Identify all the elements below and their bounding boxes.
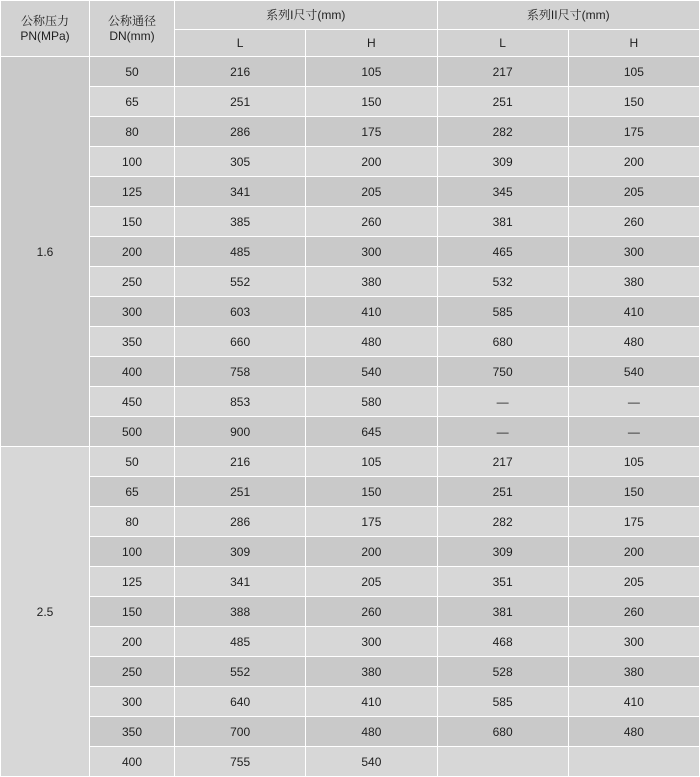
cell-series2-h: 205	[568, 567, 699, 597]
cell-nominal-diameter: 50	[90, 447, 175, 477]
cell-series2-l: 750	[437, 357, 568, 387]
cell-series1-h: 645	[306, 417, 437, 447]
cell-series1-l: 755	[175, 747, 306, 777]
header-series1-l: L	[175, 30, 306, 57]
cell-series2-h: 300	[568, 237, 699, 267]
cell-series1-h: 200	[306, 147, 437, 177]
cell-series1-h: 175	[306, 117, 437, 147]
cell-series1-h: 300	[306, 627, 437, 657]
cell-nominal-pressure: 1.6	[1, 57, 90, 447]
cell-nominal-diameter: 200	[90, 627, 175, 657]
cell-series1-l: 216	[175, 57, 306, 87]
table-row	[1, 237, 700, 267]
cell-series1-h: 380	[306, 267, 437, 297]
table-row	[1, 477, 700, 507]
cell-series1-h: 540	[306, 747, 437, 777]
table-row	[1, 267, 700, 297]
cell-series1-l: 552	[175, 657, 306, 687]
cell-series1-h: 205	[306, 567, 437, 597]
cell-series2-h: 150	[568, 87, 699, 117]
cell-series2-l: 309	[437, 537, 568, 567]
cell-series2-h: 175	[568, 117, 699, 147]
table-body	[1, 57, 700, 777]
table-row	[1, 717, 700, 747]
cell-series1-l: 341	[175, 567, 306, 597]
cell-series1-l: 700	[175, 717, 306, 747]
cell-series1-l: 305	[175, 147, 306, 177]
cell-series2-h: 540	[568, 357, 699, 387]
cell-series1-l: 286	[175, 507, 306, 537]
cell-series1-l: 485	[175, 627, 306, 657]
header-series2-h: H	[568, 30, 699, 57]
cell-series2-l: —	[437, 417, 568, 447]
cell-series2-l: 585	[437, 297, 568, 327]
cell-series1-l: 388	[175, 597, 306, 627]
cell-nominal-diameter: 100	[90, 537, 175, 567]
cell-nominal-diameter: 80	[90, 117, 175, 147]
cell-series1-h: 260	[306, 597, 437, 627]
cell-series1-l: 900	[175, 417, 306, 447]
cell-series2-l: 381	[437, 597, 568, 627]
cell-series1-l: 341	[175, 177, 306, 207]
cell-series1-h: 480	[306, 327, 437, 357]
header-nominal-pressure	[1, 1, 90, 57]
cell-series1-h: 150	[306, 87, 437, 117]
cell-series1-l: 216	[175, 447, 306, 477]
cell-series2-l: 282	[437, 507, 568, 537]
header-row-main	[1, 1, 700, 30]
cell-series2-l: 217	[437, 57, 568, 87]
cell-series2-l: 680	[437, 327, 568, 357]
cell-series2-l: 217	[437, 447, 568, 477]
cell-series2-h: 380	[568, 267, 699, 297]
table-row	[1, 747, 700, 777]
cell-nominal-diameter: 200	[90, 237, 175, 267]
cell-nominal-diameter: 50	[90, 57, 175, 87]
cell-series1-h: 300	[306, 237, 437, 267]
cell-nominal-diameter: 500	[90, 417, 175, 447]
cell-series2-h: 200	[568, 147, 699, 177]
cell-series2-l: 381	[437, 207, 568, 237]
cell-series1-h: 410	[306, 297, 437, 327]
table-row	[1, 507, 700, 537]
header-nominal-pressure-line2: PN(MPa)	[20, 28, 70, 43]
table-row	[1, 57, 700, 87]
header-series2-l: L	[437, 30, 568, 57]
cell-series2-l: 282	[437, 117, 568, 147]
cell-nominal-diameter: 300	[90, 687, 175, 717]
cell-series1-h: 205	[306, 177, 437, 207]
header-series1-h: H	[306, 30, 437, 57]
cell-nominal-diameter: 150	[90, 207, 175, 237]
cell-series2-h: 205	[568, 177, 699, 207]
cell-nominal-diameter: 125	[90, 567, 175, 597]
cell-series2-h: —	[568, 387, 699, 417]
cell-series2-l: 345	[437, 177, 568, 207]
cell-nominal-diameter: 65	[90, 87, 175, 117]
cell-series2-l: 351	[437, 567, 568, 597]
header-nominal-diameter-line1: 公称通径	[107, 13, 156, 28]
cell-series2-l: 309	[437, 147, 568, 177]
cell-nominal-diameter: 400	[90, 747, 175, 777]
cell-series1-l: 485	[175, 237, 306, 267]
cell-series2-l: 528	[437, 657, 568, 687]
cell-nominal-diameter: 400	[90, 357, 175, 387]
cell-series2-h: 300	[568, 627, 699, 657]
cell-nominal-diameter: 450	[90, 387, 175, 417]
cell-series1-l: 385	[175, 207, 306, 237]
table-row	[1, 687, 700, 717]
cell-nominal-diameter: 250	[90, 267, 175, 297]
cell-series2-l: 532	[437, 267, 568, 297]
table-row	[1, 207, 700, 237]
cell-series1-h: 105	[306, 57, 437, 87]
header-series-1: 系列I尺寸(mm)	[175, 1, 438, 30]
cell-series1-l: 660	[175, 327, 306, 357]
cell-series2-l	[437, 747, 568, 777]
cell-series2-h: 200	[568, 537, 699, 567]
cell-series1-l: 251	[175, 87, 306, 117]
cell-series1-l: 853	[175, 387, 306, 417]
cell-series2-h: 480	[568, 717, 699, 747]
cell-series2-h: 380	[568, 657, 699, 687]
header-nominal-pressure-line1: 公称压力	[20, 13, 69, 28]
cell-series2-h: 410	[568, 687, 699, 717]
header-nominal-diameter-line2: DN(mm)	[109, 28, 155, 43]
cell-series1-h: 410	[306, 687, 437, 717]
cell-series1-h: 480	[306, 717, 437, 747]
cell-nominal-diameter: 350	[90, 717, 175, 747]
cell-series2-h	[568, 747, 699, 777]
table-row	[1, 417, 700, 447]
cell-series2-l: 251	[437, 87, 568, 117]
table-row	[1, 87, 700, 117]
cell-series2-l: 468	[437, 627, 568, 657]
cell-series1-l: 251	[175, 477, 306, 507]
cell-series2-h: 410	[568, 297, 699, 327]
cell-series1-h: 380	[306, 657, 437, 687]
table-row	[1, 387, 700, 417]
table-row	[1, 537, 700, 567]
table-row	[1, 447, 700, 477]
cell-nominal-diameter: 300	[90, 297, 175, 327]
table-row	[1, 177, 700, 207]
cell-nominal-diameter: 350	[90, 327, 175, 357]
cell-nominal-diameter: 100	[90, 147, 175, 177]
cell-series1-l: 552	[175, 267, 306, 297]
cell-series1-l: 640	[175, 687, 306, 717]
cell-series2-h: —	[568, 417, 699, 447]
cell-series2-h: 480	[568, 327, 699, 357]
cell-series1-l: 286	[175, 117, 306, 147]
table-row	[1, 567, 700, 597]
cell-series2-l: 680	[437, 717, 568, 747]
cell-series1-h: 540	[306, 357, 437, 387]
cell-series1-l: 309	[175, 537, 306, 567]
cell-series1-l: 603	[175, 297, 306, 327]
header-nominal-diameter	[90, 1, 175, 57]
cell-nominal-diameter: 125	[90, 177, 175, 207]
cell-series2-h: 105	[568, 447, 699, 477]
table-row	[1, 357, 700, 387]
cell-series2-l: 465	[437, 237, 568, 267]
table-row	[1, 327, 700, 357]
table-row	[1, 657, 700, 687]
cell-series2-h: 150	[568, 477, 699, 507]
table-row	[1, 147, 700, 177]
cell-series2-h: 175	[568, 507, 699, 537]
cell-series1-h: 150	[306, 477, 437, 507]
cell-series2-h: 105	[568, 57, 699, 87]
cell-series1-h: 200	[306, 537, 437, 567]
table-row	[1, 117, 700, 147]
cell-series2-h: 260	[568, 597, 699, 627]
cell-nominal-diameter: 80	[90, 507, 175, 537]
cell-series2-l: —	[437, 387, 568, 417]
cell-nominal-pressure: 2.5	[1, 447, 90, 777]
cell-series2-h: 260	[568, 207, 699, 237]
table-row	[1, 597, 700, 627]
cell-series1-h: 260	[306, 207, 437, 237]
header-series-2: 系列II尺寸(mm)	[437, 1, 700, 30]
cell-series1-h: 105	[306, 447, 437, 477]
table-row	[1, 297, 700, 327]
cell-series1-h: 580	[306, 387, 437, 417]
cell-nominal-diameter: 250	[90, 657, 175, 687]
table-row	[1, 627, 700, 657]
table-header	[1, 1, 700, 57]
cell-nominal-diameter: 150	[90, 597, 175, 627]
cell-nominal-diameter: 65	[90, 477, 175, 507]
cell-series1-l: 758	[175, 357, 306, 387]
cell-series2-l: 585	[437, 687, 568, 717]
cell-series1-h: 175	[306, 507, 437, 537]
cell-series2-l: 251	[437, 477, 568, 507]
